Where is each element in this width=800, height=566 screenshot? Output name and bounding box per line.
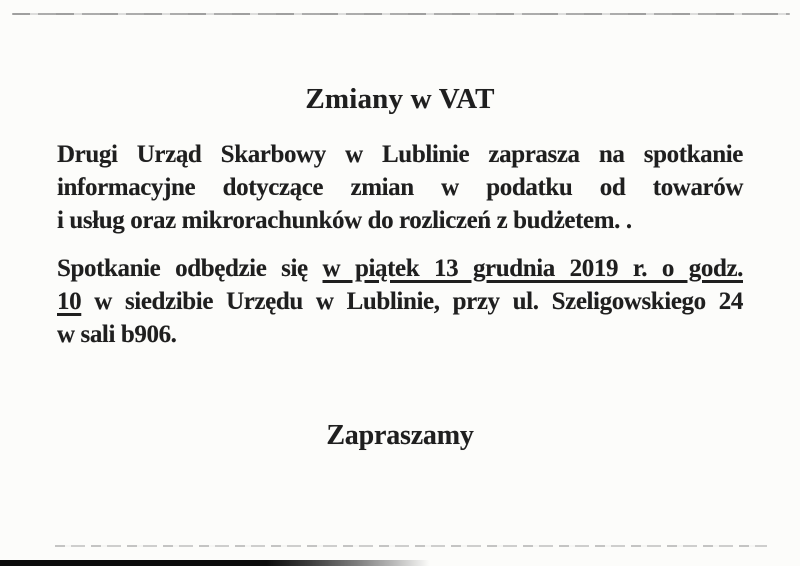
meeting-line-1 [57,252,743,285]
meeting-line1-plain-text: Spotkanie odbędzie się [57,255,323,282]
closing-text: Zapraszamy [326,420,474,451]
meeting-line-2 [57,285,743,318]
scan-artifact-bottom-line [55,545,767,547]
scan-artifact-top-line [12,13,790,15]
intro-line-1: Drugi Urząd Skarbowy w Lublinie zaprasza na spotkanie [57,141,743,168]
notice-title: Zmiany w VAT [305,83,495,115]
intro-line-3: i usług oraz mikrorachunków do rozliczeń z budżetem. . [57,207,632,234]
meeting-paragraph [57,252,743,351]
intro-paragraph [57,138,743,237]
scan-artifact-bottom-black-bar [0,560,430,566]
meeting-hour-underlined-text: 10 [57,288,82,315]
meeting-line2-plain-text: w siedzibie Urzędu w Lublinie, przy ul. Szeligowskiego 24 [81,288,743,315]
meeting-line-3: w sali b906. [57,321,177,348]
meeting-date-underlined-text: w piątek 13 grudnia 2019 r. o godz. [322,255,743,282]
intro-line-2: informacyjne dotyczące zmian w podatku od towarów [57,174,743,201]
